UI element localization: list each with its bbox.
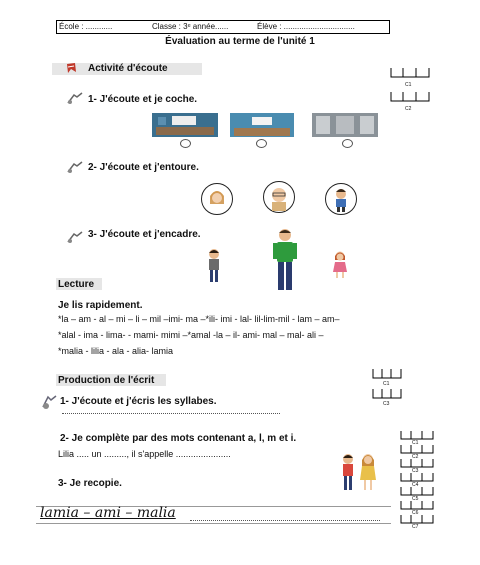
classroom-image-1	[152, 113, 218, 137]
answer-line-syllables[interactable]	[62, 413, 280, 414]
reading-heading: Lecture	[58, 279, 95, 290]
criterion-list-5: C5	[412, 496, 419, 502]
criterion-list-3: C3	[412, 468, 419, 474]
ecole-field: École : ............	[59, 22, 113, 31]
writing-q2: 2- Je complète par des mots contenant a, l, m et i.	[60, 433, 297, 444]
eleve-field: Élève : ................................	[257, 22, 355, 31]
listening-q1: 1- J'écoute et je coche.	[88, 94, 198, 105]
portrait-girl[interactable]	[201, 183, 233, 215]
reading-line-1: *la – am - al – mi – li – mil –imi- ma –*ili- imi - lal- lil-lim-mil - lam – am–	[58, 314, 340, 324]
criterion-c1: C1	[405, 82, 412, 88]
reading-instruction: Je lis rapidement.	[58, 300, 143, 311]
criterion-list-6: C6	[412, 510, 419, 516]
score-grid-c1b	[372, 368, 402, 380]
writing-q1: 1- J'écoute et j'écris les syllabes.	[60, 396, 217, 407]
listening-heading: Activité d'écoute	[88, 63, 168, 74]
figure-girl[interactable]	[330, 250, 350, 280]
bookmark-icon	[64, 61, 78, 75]
portrait-boy[interactable]	[325, 183, 357, 215]
listening-q3: 3- J'écoute et j'encadre.	[88, 229, 201, 240]
checkbox-2[interactable]	[256, 139, 267, 148]
criterion-c1b: C1	[383, 381, 390, 387]
copy-model: lamia – ami – malia	[40, 505, 176, 521]
header-box	[56, 20, 390, 34]
ear-icon	[40, 393, 60, 411]
checkbox-3[interactable]	[342, 139, 353, 148]
ear-icon	[65, 160, 85, 174]
page-title: Évaluation au terme de l'unité 1	[165, 36, 315, 47]
criterion-list-7: C7	[412, 524, 419, 530]
writing-heading: Production de l'écrit	[58, 375, 155, 386]
portrait-grandfather[interactable]	[263, 181, 295, 213]
score-grid-c3	[372, 388, 402, 400]
classe-field: Classe : 3ᵉ année......	[152, 22, 229, 31]
figure-boy[interactable]	[203, 248, 225, 284]
listening-q2: 2- J'écoute et j'entoure.	[88, 162, 199, 173]
checkbox-1[interactable]	[180, 139, 191, 148]
figure-man[interactable]	[270, 228, 300, 292]
classroom-image-2	[230, 113, 294, 137]
reading-line-3: *malia - lilia - ala - alia- lamia	[58, 346, 174, 356]
classroom-image-3	[312, 113, 378, 137]
score-grid-c1	[390, 67, 430, 79]
writing-q2-sentence[interactable]: Lilia ..... un ........., il s'appelle ......................	[58, 449, 231, 459]
score-grid-c2	[390, 91, 430, 103]
boy-girl-illustration	[336, 452, 380, 492]
criterion-list-1: C1	[412, 440, 419, 446]
ear-icon	[65, 91, 85, 105]
reading-line-2: *alal - ima - lima- - mami- mimi –*amal -la – il- ami- mal – mal- ali –	[58, 330, 324, 340]
writing-q3: 3- Je recopie.	[58, 478, 122, 489]
criterion-c2: C2	[405, 106, 412, 112]
copy-answer-line[interactable]	[190, 520, 380, 521]
criterion-list-2: C2	[412, 454, 419, 460]
criterion-c3: C3	[383, 401, 390, 407]
ear-icon	[65, 230, 85, 244]
criterion-list-4: C4	[412, 482, 419, 488]
